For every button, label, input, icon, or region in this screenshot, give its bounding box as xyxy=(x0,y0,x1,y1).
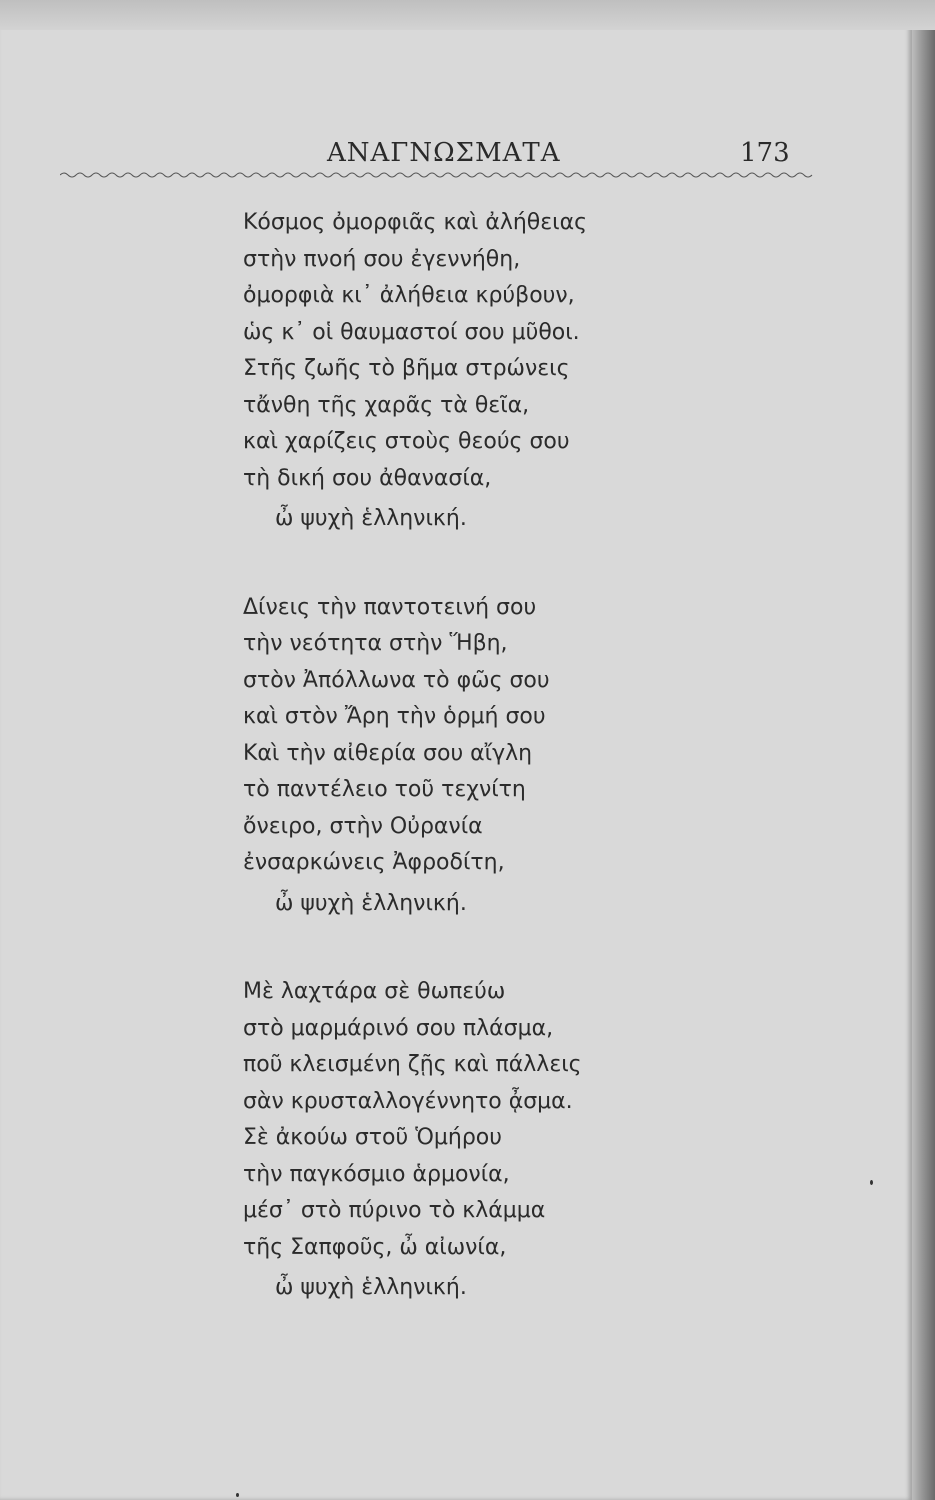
running-header xyxy=(0,136,912,176)
poem-line: ποῦ κλεισμένη ζῇς καὶ πάλλεις xyxy=(243,1052,582,1077)
poem-line: ὡς κ᾽ οἱ θαυμαστοί σου μῦθοι. xyxy=(243,319,580,345)
poem-line: σὰν κρυσταλλογέννητο ᾆσμα. xyxy=(243,1088,573,1114)
poem-line: στὴν πνοή σου ἐγεννήθη, xyxy=(243,246,521,272)
poem-line: τὸ παντέλειο τοῦ τεχνίτη xyxy=(243,777,526,802)
page-edge xyxy=(912,30,935,1500)
header-rule xyxy=(60,171,815,179)
poem-line: τῆς Σαπφοῦς, ὦ αἰωνία, xyxy=(243,1234,507,1260)
stanza xyxy=(243,205,763,538)
poem-line: τὴν παγκόσμιο ἁρμονία, xyxy=(243,1161,510,1187)
poem-line: ὄνειρο, στὴν Οὐρανία xyxy=(243,813,483,839)
stanza xyxy=(243,590,763,923)
page-top-edge xyxy=(0,0,935,30)
poem-line: στὸν Ἀπόλλωνα τὸ φῶς σου xyxy=(243,667,550,693)
stanza-gap xyxy=(243,538,763,590)
poem-line: καὶ χαρίζεις στοὺς θεούς σου xyxy=(243,429,570,454)
poem-line: Μὲ λαχτάρα σὲ θωπεύω xyxy=(243,979,506,1004)
refrain-line: ὦ ψυχὴ ἑλληνική. xyxy=(275,506,467,531)
page-number: 173 xyxy=(740,138,790,168)
stanza xyxy=(243,974,763,1307)
paper-speck xyxy=(870,1180,873,1185)
poem-line: ὀμορφιὰ κι᾽ ἀλήθεια κρύβουν, xyxy=(243,283,575,308)
poem-line: τὴ δική σου ἀθανασία, xyxy=(243,465,492,491)
poem-line: τἄνθη τῆς χαρᾶς τὰ θεῖα, xyxy=(243,392,530,418)
poem-line: στὸ μαρμάρινό σου πλάσμα, xyxy=(243,1015,554,1041)
stanza-gap xyxy=(243,922,763,974)
refrain-line: ὦ ψυχὴ ἑλληνική. xyxy=(275,890,467,916)
poem-line: καὶ στὸν Ἄρη τὴν ὁρμή σου xyxy=(243,704,546,729)
poem-line: ἐνσαρκώνεις Ἀφροδίτη, xyxy=(243,850,505,875)
poem-line: Δίνεις τὴν παντοτεινή σου xyxy=(243,594,537,620)
running-title: ΑΝΑΓΝΩΣΜΑΤΑ xyxy=(327,138,561,168)
poem-line: Καὶ τὴν αἰθερία σου αἴγλη xyxy=(243,740,533,766)
paper-speck xyxy=(236,1493,239,1497)
poem-line: Στῆς ζωῆς τὸ βῆμα στρώνεις xyxy=(243,356,570,381)
poem-line: μέσ᾽ στὸ πύρινο τὸ κλάμμα xyxy=(243,1198,546,1223)
refrain-line: ὦ ψυχὴ ἑλληνική. xyxy=(275,1275,467,1300)
poem-line: Κόσμος ὀμορφιᾶς καὶ ἀλήθειας xyxy=(243,210,588,235)
poem-line: τὴν νεότητα στὴν Ἥβη, xyxy=(243,631,508,656)
poem xyxy=(243,205,763,1307)
poem-line: Σὲ ἀκούω στοῦ Ὁμήρου xyxy=(243,1125,502,1150)
